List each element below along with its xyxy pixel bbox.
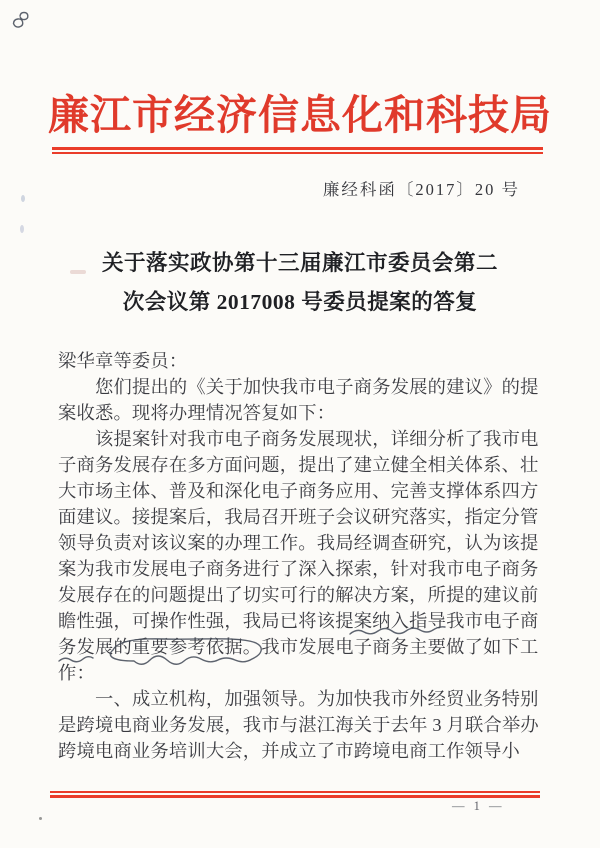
footer-divider	[50, 791, 540, 798]
document-body	[58, 348, 544, 764]
document-title	[0, 244, 600, 322]
body-text-line: 一、成立机构，加强领导。为加快我市外经贸业务特别	[95, 689, 539, 709]
body-text-line: 面建议。接提案后，我局召开班子会议研究落实，指定分管	[58, 507, 539, 527]
corner-doodle-mark	[13, 13, 27, 28]
agency-name: 廉江市经济信息化和科技局	[48, 92, 552, 138]
header-divider-thin-line	[52, 152, 543, 154]
body-text-line: 是跨境电商业务发展，我市与湛江海关于去年 3 月联合举办	[58, 715, 539, 735]
body-text-line: 务发展的重要参考依据。我市发展电子商务主要做了如下工	[58, 637, 539, 657]
scan-artifact	[39, 817, 42, 820]
header-divider	[52, 147, 543, 154]
scan-artifact	[21, 195, 25, 202]
body-text-line: 跨境电商业务培训大会，并成立了市跨境电商工作领导小	[58, 741, 521, 761]
body-text-line: 瞻性强，可操作性强，我局已将该提案纳入指导我市电子商	[58, 611, 539, 631]
document-title-line1: 关于落实政协第十三届廉江市委员会第二	[101, 251, 498, 275]
document-number: 廉经科函〔2017〕20 号	[322, 180, 520, 199]
body-text-line: 该提案针对我市电子商务发展现状，详细分析了我市电	[95, 429, 539, 449]
document-title-line2: 次会议第 2017008 号委员提案的答复	[122, 290, 478, 314]
footer-divider-thick-line	[50, 795, 540, 798]
body-text-line: 领导负责对该议案的办理工作。我局经调查研究，认为该提	[58, 533, 539, 553]
body-text-line: 案为我市发展电子商务进行了深入探索，针对我市电子商务	[58, 559, 539, 579]
scan-artifact	[70, 270, 86, 274]
body-text-line: 梁华章等委员：	[58, 351, 188, 371]
body-text-line: 作：	[58, 663, 95, 683]
body-text-line: 子商务发展存在多方面问题，提出了建立健全相关体系、壮	[58, 455, 539, 475]
scan-artifact	[20, 225, 24, 233]
body-text-line: 发展存在的问题提出了切实可行的解决方案，所提的建议前	[58, 585, 539, 605]
body-text-line: 您们提出的《关于加快我市电子商务发展的建议》的提	[95, 377, 539, 397]
page-number: — 1 —	[452, 799, 505, 813]
body-text-line: 案收悉。现将办理情况答复如下：	[58, 403, 336, 423]
body-text-line: 大市场主体、普及和深化电子商务应用、完善支撑体系四方	[58, 481, 539, 501]
